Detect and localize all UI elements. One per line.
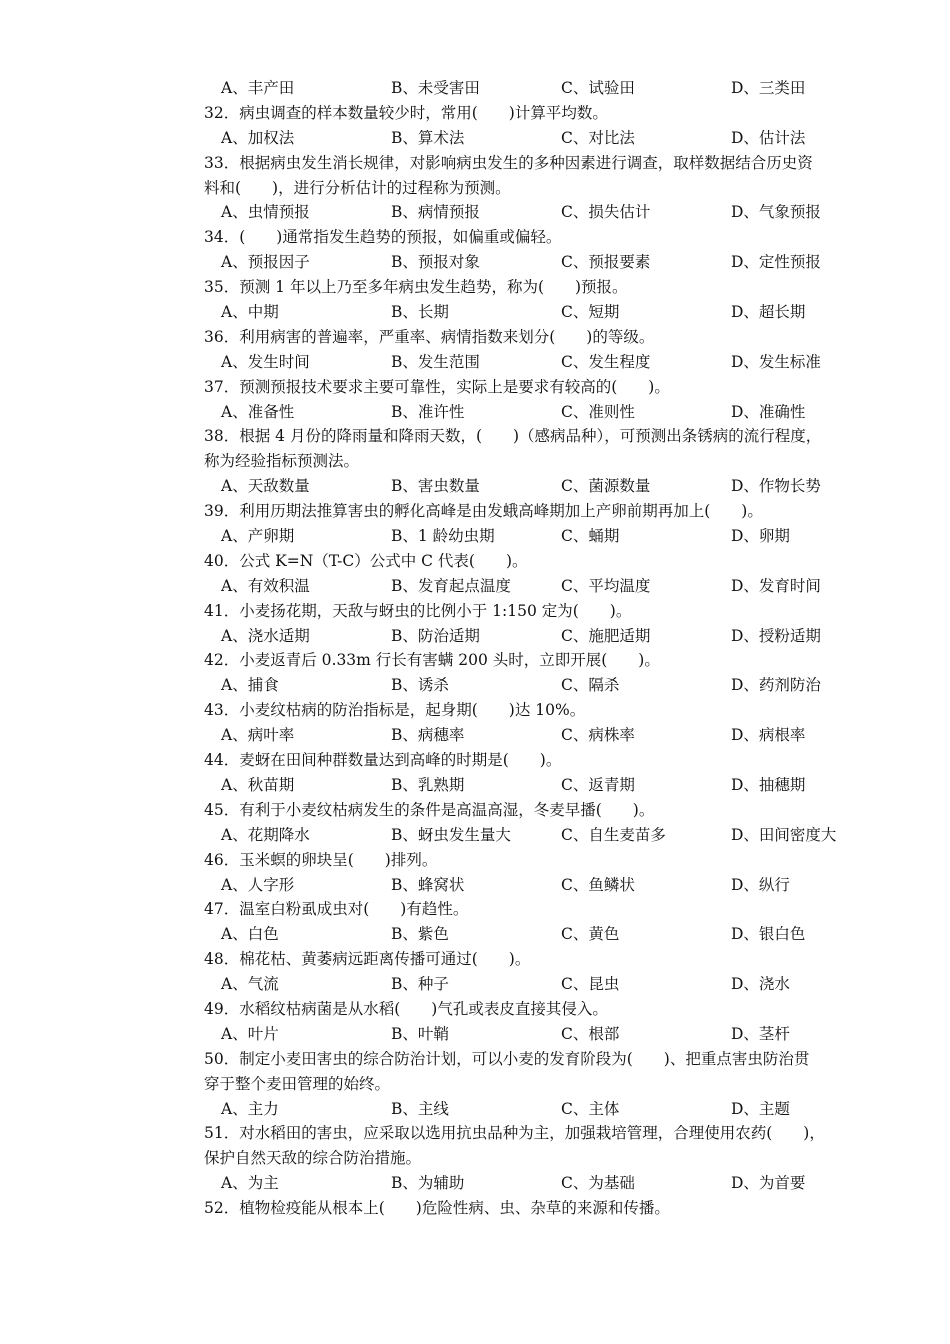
question-text: 33．根据病虫发生消长规律，对影响病虫发生的多种因素进行调查，取样数据结合历史资	[204, 153, 813, 172]
answer-option-d: D、定性预报	[731, 253, 821, 272]
answer-option-a: A、发生时间	[221, 352, 310, 371]
answer-option-c: C、平均温度	[561, 576, 651, 595]
answer-option-d: D、发育时间	[731, 576, 821, 595]
answer-option-c: C、菌源数量	[561, 477, 651, 496]
question-text: 35．预测 1 年以上乃至多年病虫发生趋势，称为( )预报。	[204, 278, 628, 297]
answer-option-a: A、为主	[221, 1174, 279, 1193]
answer-option-c: C、试验田	[561, 79, 635, 97]
answer-options-row	[204, 773, 864, 798]
answer-option-a: A、产卵期	[221, 527, 295, 546]
answer-option-a: A、捕食	[221, 676, 279, 695]
answer-option-d: D、作物长势	[731, 477, 821, 496]
answer-option-d: D、主题	[731, 1099, 790, 1118]
answer-options-row	[204, 723, 864, 748]
answer-options-row	[204, 922, 864, 947]
question-text: 51．对水稻田的害虫，应采取以选用抗虫品种为主，加强栽培管理，合理使用农药( )，	[204, 1124, 825, 1143]
answer-option-a: A、加权法	[221, 128, 295, 147]
answer-option-d: D、三类田	[731, 79, 806, 97]
answer-options-row	[204, 524, 864, 549]
question-text: 34．( )通常指发生趋势的预报，如偏重或偏轻。	[204, 228, 562, 247]
answer-options-row	[204, 873, 864, 898]
answer-option-b: B、害虫数量	[391, 477, 480, 496]
answer-option-c: C、为基础	[561, 1174, 635, 1193]
question-text: 40．公式 K=N（T-C）公式中 C 代表( )。	[204, 551, 528, 570]
question-text: 43．小麦纹枯病的防治指标是，起身期( )达 10%。	[204, 701, 586, 720]
question-text: 37．预测预报技术要求主要可靠性，实际上是要求有较高的( )。	[204, 377, 670, 396]
answer-options-row	[204, 1171, 864, 1196]
answer-option-c: C、鱼鳞状	[561, 875, 635, 894]
answer-option-a: A、准备性	[221, 402, 295, 421]
answer-option-a: A、叶片	[221, 1024, 279, 1043]
answer-options-row	[204, 200, 864, 225]
answer-option-b: B、蚜虫发生量大	[391, 825, 511, 844]
answer-option-c: C、发生程度	[561, 352, 651, 371]
answer-option-b: B、乳熟期	[391, 775, 465, 794]
answer-option-d: D、纵行	[731, 875, 790, 894]
answer-options-row	[204, 400, 864, 425]
answer-option-a: A、中期	[221, 303, 279, 322]
question-text: 49．水稻纹枯病菌是从水稻( )气孔或表皮直接其侵入。	[204, 999, 608, 1018]
answer-option-c: C、预报要素	[561, 253, 651, 272]
answer-option-b: B、未受害田	[391, 79, 480, 97]
question-text: 46．玉米螟的卵块呈( )排列。	[204, 850, 438, 869]
answer-option-d: D、准确性	[731, 402, 806, 421]
answer-options-row	[204, 126, 864, 151]
answer-option-b: B、发生范围	[391, 352, 480, 371]
answer-option-c: C、短期	[561, 303, 620, 322]
question-text-continued: 保护自然天敌的综合防治措施。	[204, 1149, 422, 1168]
question-text: 45．有利于小麦纹枯病发生的条件是高温高湿，冬麦早播( )。	[204, 800, 655, 819]
answer-option-a: A、主力	[221, 1099, 279, 1118]
answer-option-a: A、有效积温	[221, 576, 310, 595]
answer-option-a: A、天敌数量	[221, 477, 310, 496]
answer-option-c: C、准则性	[561, 402, 635, 421]
answer-option-b: B、1 龄幼虫期	[391, 527, 495, 546]
question-text-continued: 料和( )，进行分析估计的过程称为预测。	[204, 178, 511, 197]
exam-page	[204, 76, 864, 1221]
answer-option-d: D、卵期	[731, 527, 790, 546]
question-text: 36．利用病害的普遍率，严重率、病情指数来划分( )的等级。	[204, 327, 655, 346]
answer-option-c: C、主体	[561, 1099, 620, 1118]
answer-option-a: A、人字形	[221, 875, 295, 894]
answer-option-c: C、蛹期	[561, 527, 620, 546]
answer-option-a: A、花期降水	[221, 825, 310, 844]
answer-option-b: B、防治适期	[391, 626, 480, 645]
answer-option-b: B、病情预报	[391, 203, 480, 222]
answer-option-d: D、为首要	[731, 1174, 806, 1193]
answer-option-d: D、浇水	[731, 975, 790, 994]
answer-option-d: D、授粉适期	[731, 626, 821, 645]
answer-options-row	[204, 300, 864, 325]
answer-option-b: B、蜂窝状	[391, 875, 465, 894]
answer-option-a: A、气流	[221, 975, 279, 994]
answer-option-d: D、田间密度大	[731, 825, 837, 844]
answer-option-b: B、算术法	[391, 128, 465, 147]
answer-option-a: A、白色	[221, 925, 279, 944]
answer-options-row	[204, 972, 864, 997]
answer-option-d: D、超长期	[731, 303, 806, 322]
answer-option-b: B、种子	[391, 975, 449, 994]
question-text: 42．小麦返青后 0.33m 行长有害螨 200 头时，立即开展( )。	[204, 651, 660, 670]
answer-option-c: C、对比法	[561, 128, 635, 147]
answer-option-c: C、返青期	[561, 775, 635, 794]
answer-options-row	[204, 1022, 864, 1047]
answer-option-c: C、昆虫	[561, 975, 620, 994]
answer-option-c: C、黄色	[561, 925, 620, 944]
answer-option-d: D、估计法	[731, 128, 806, 147]
answer-option-b: B、为辅助	[391, 1174, 465, 1193]
answer-option-c: C、施肥适期	[561, 626, 651, 645]
answer-options-row	[204, 76, 864, 101]
answer-option-d: D、病根率	[731, 726, 806, 745]
answer-option-c: C、根部	[561, 1024, 620, 1043]
answer-option-a: A、预报因子	[221, 253, 310, 272]
answer-option-d: D、抽穗期	[731, 775, 806, 794]
question-text: 47．温室白粉虱成虫对( )有趋性。	[204, 900, 469, 919]
answer-option-b: B、预报对象	[391, 253, 480, 272]
answer-options-row	[204, 350, 864, 375]
answer-options-row	[204, 474, 864, 499]
question-text: 41．小麦扬花期，天敌与蚜虫的比例小于 1:150 定为( )。	[204, 601, 632, 620]
answer-option-b: B、诱杀	[391, 676, 449, 695]
answer-options-row	[204, 624, 864, 649]
answer-option-b: B、准许性	[391, 402, 465, 421]
answer-option-a: A、丰产田	[221, 79, 295, 97]
answer-option-a: A、病叶率	[221, 726, 295, 745]
answer-options-row	[204, 823, 864, 848]
question-text: 48．棉花枯、黄萎病远距离传播可通过( )。	[204, 950, 531, 969]
answer-option-d: D、药剂防治	[731, 676, 821, 695]
question-text: 32．病虫调查的样本数量较少时，常用( )计算平均数。	[204, 103, 608, 122]
answer-option-a: A、秋苗期	[221, 775, 295, 794]
question-text-continued: 称为经验指标预测法。	[204, 452, 360, 471]
question-text: 50．制定小麦田害虫的综合防治计划，可以小麦的发育阶段为( )、把重点害虫防治贯	[204, 1049, 810, 1068]
answer-option-c: C、自生麦苗多	[561, 825, 666, 844]
question-text: 44．麦蚜在田间种群数量达到高峰的时期是( )。	[204, 751, 562, 770]
answer-options-row	[204, 250, 864, 275]
answer-option-c: C、损失估计	[561, 203, 651, 222]
answer-options-row	[204, 1097, 864, 1122]
answer-option-b: B、叶鞘	[391, 1024, 449, 1043]
answer-option-b: B、病穗率	[391, 726, 465, 745]
answer-option-c: C、隔杀	[561, 676, 620, 695]
answer-options-row	[204, 673, 864, 698]
answer-option-c: C、病株率	[561, 726, 635, 745]
answer-option-d: D、银白色	[731, 925, 806, 944]
question-text: 39．利用历期法推算害虫的孵化高峰是由发蛾高峰期加上产卵前期再加上( )。	[204, 502, 763, 521]
answer-option-d: D、发生标准	[731, 352, 821, 371]
answer-option-a: A、虫情预报	[221, 203, 310, 222]
question-text: 52．植物检疫能从根本上( )危险性病、虫、杂草的来源和传播。	[204, 1199, 670, 1218]
answer-option-d: D、茎杆	[731, 1024, 790, 1043]
answer-option-d: D、气象预报	[731, 203, 821, 222]
answer-option-b: B、紫色	[391, 925, 449, 944]
answer-option-b: B、长期	[391, 303, 449, 322]
answer-options-row	[204, 574, 864, 599]
answer-option-b: B、发育起点温度	[391, 576, 511, 595]
question-text-continued: 穿于整个麦田管理的始终。	[204, 1074, 391, 1093]
answer-option-b: B、主线	[391, 1099, 449, 1118]
question-text: 38．根据 4 月份的降雨量和降雨天数，( )（感病品种），可预测出条锈病的流行程度，	[204, 427, 822, 446]
answer-option-a: A、浇水适期	[221, 626, 310, 645]
